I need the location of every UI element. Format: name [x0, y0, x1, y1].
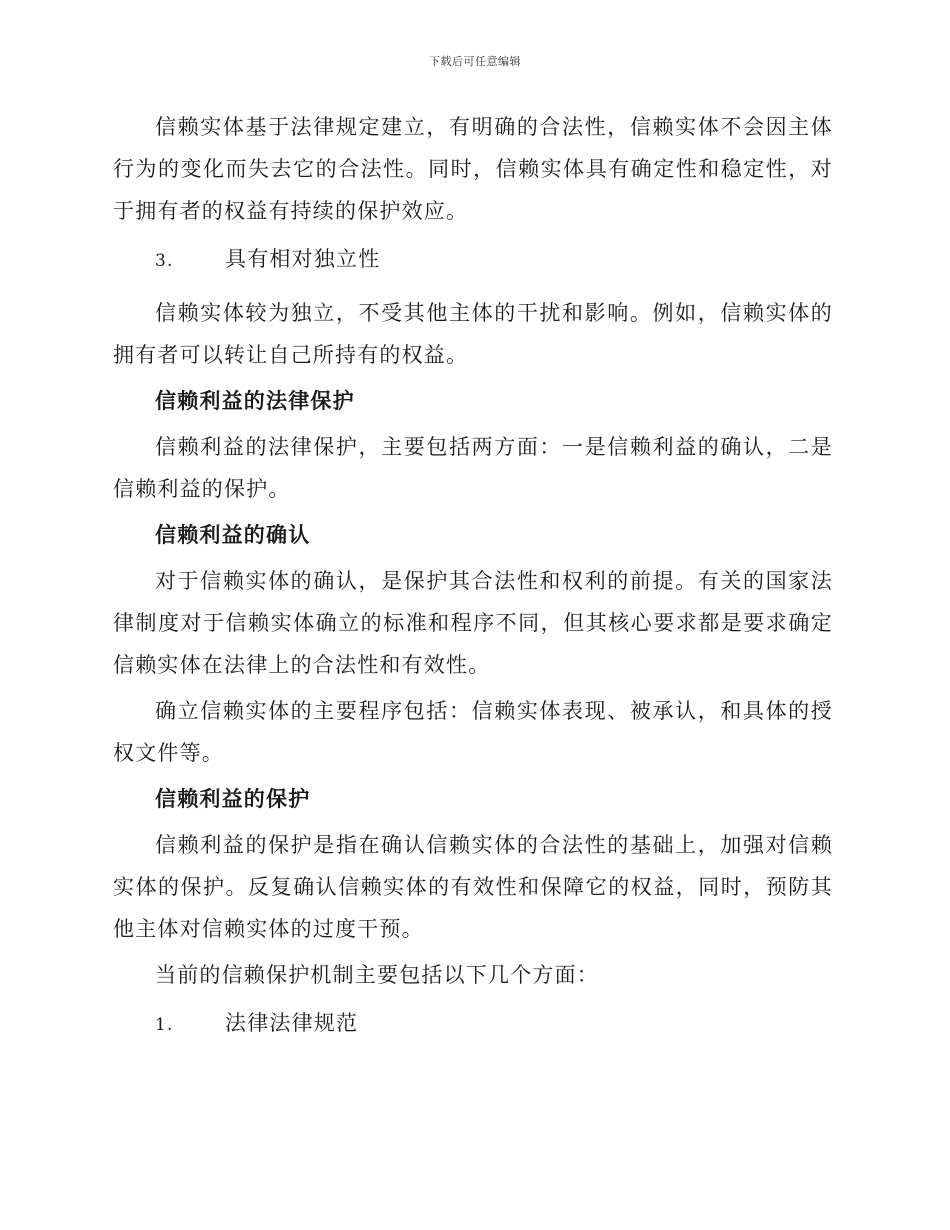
paragraph: 信赖利益的保护是指在确认信赖实体的合法性的基础上，加强对信赖实体的保护。反复确认信赖实体的有效性和保障它的权益，同时，预防其他主体对信赖实体的过度干预。 — [113, 833, 833, 941]
numbered-item — [113, 1002, 833, 1046]
paragraph: 信赖实体较为独立，不受其他主体的干扰和影响。例如，信赖实体的拥有者可以转让自己所持有的权益。 — [113, 301, 833, 367]
paragraph: 确立信赖实体的主要程序包括：信赖实体表现、被承认，和具体的授权文件等。 — [113, 699, 833, 765]
item-text: 法律法律规范 — [225, 1011, 359, 1035]
section-heading: 信赖利益的确认 — [155, 523, 311, 547]
document-body — [113, 106, 833, 1056]
section-heading: 信赖利益的法律保护 — [155, 389, 355, 413]
item-text: 具有相对独立性 — [225, 247, 381, 271]
paragraph: 对于信赖实体的确认，是保护其合法性和权利的前提。有关的国家法律制度对于信赖实体确立的标准和程序不同，但其核心要求都是要求确定信赖实体在法律上的合法性和有效性。 — [113, 569, 833, 677]
item-number: 1. — [155, 1015, 174, 1035]
page-header-note: 下载后可任意编辑 — [429, 55, 521, 68]
paragraph: 信赖实体基于法律规定建立，有明确的合法性，信赖实体不会因主体行为的变化而失去它的合法性。同时，信赖实体具有确定性和稳定性，对于拥有者的权益有持续的保护效应。 — [113, 115, 833, 223]
section-heading: 信赖利益的保护 — [155, 787, 311, 811]
paragraph: 当前的信赖保护机制主要包括以下几个方面： — [155, 963, 599, 987]
item-number: 3. — [155, 251, 174, 271]
paragraph: 信赖利益的法律保护，主要包括两方面：一是信赖利益的确认，二是信赖利益的保护。 — [113, 435, 833, 501]
numbered-item — [113, 238, 833, 282]
